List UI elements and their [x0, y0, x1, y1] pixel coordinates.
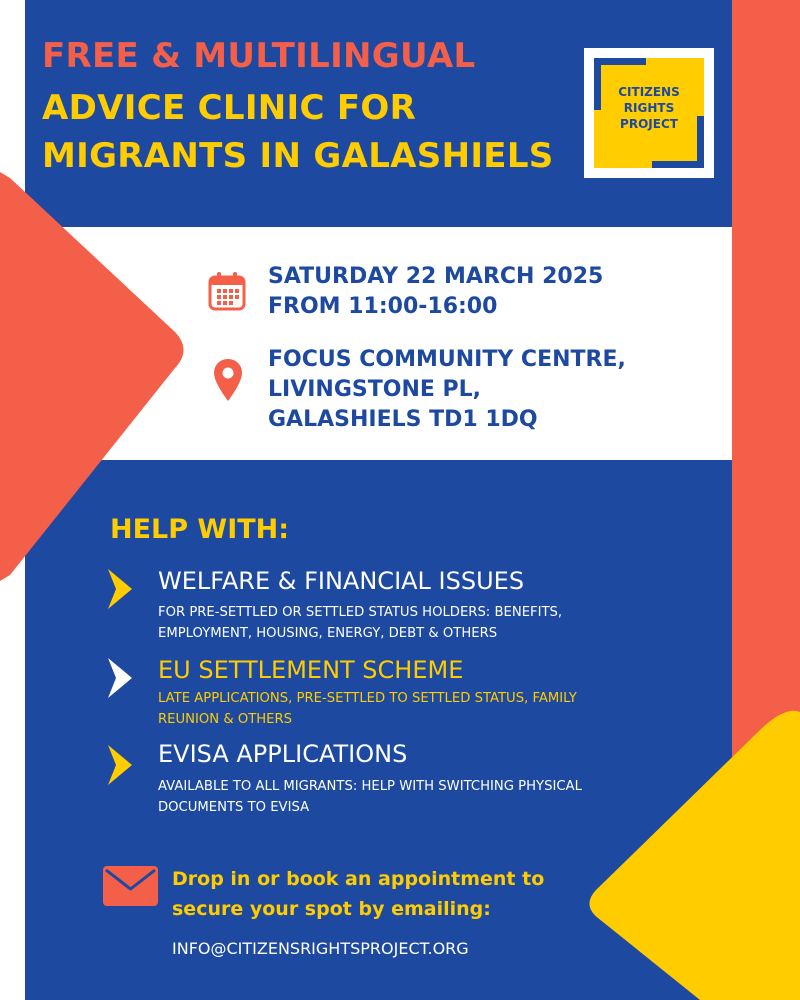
citizens-rights-project-logo	[584, 48, 714, 178]
contact-line-1: Drop in or book an appointment to	[172, 868, 545, 890]
event-date-time	[268, 262, 603, 322]
service-eu-settlement-desc-line-2: REUNION & OTHERS	[158, 712, 293, 727]
contact-email: INFO@CITIZENSRIGHTSPROJECT.ORG	[172, 939, 469, 958]
event-location	[268, 345, 626, 435]
location-pin-icon	[213, 358, 243, 402]
location-line-2: LIVINGSTONE PL,	[268, 377, 482, 402]
logo-text-line-2: RIGHTS	[623, 101, 675, 115]
contact-instructions	[172, 864, 544, 924]
service-eu-settlement-title: EU SETTLEMENT SCHEME	[158, 656, 464, 684]
title-line-1: FREE & MULTILINGUAL	[42, 36, 476, 76]
service-evisa-desc-line-2: DOCUMENTS TO EVISA	[158, 800, 310, 815]
title-line-2: ADVICE CLINIC FOR	[42, 88, 417, 128]
chevron-right-icon	[104, 566, 136, 612]
service-evisa-desc-line-1: AVAILABLE TO ALL MIGRANTS: HELP WITH SWITCHING PHYSICAL	[158, 779, 582, 794]
mail-icon	[103, 866, 158, 906]
title-line-3: MIGRANTS IN GALASHIELS	[42, 136, 554, 176]
event-time: FROM 11:00-16:00	[268, 294, 498, 319]
service-evisa-description	[158, 776, 718, 818]
contact-line-2: secure your spot by emailing:	[172, 898, 491, 920]
chevron-right-icon	[104, 742, 136, 788]
chevron-right-icon	[104, 655, 136, 701]
logo-text-line-3: PROJECT	[620, 117, 678, 131]
service-welfare-title: WELFARE & FINANCIAL ISSUES	[158, 567, 525, 595]
service-evisa-title: EVISA APPLICATIONS	[158, 740, 408, 768]
service-eu-settlement-desc-line-1: LATE APPLICATIONS, PRE-SETTLED TO SETTLED STATUS, FAMILY	[158, 691, 577, 706]
location-line-1: FOCUS COMMUNITY CENTRE,	[268, 347, 626, 372]
help-with-heading: HELP WITH:	[110, 514, 290, 545]
service-welfare-desc-line-2: EMPLOYMENT, HOUSING, ENERGY, DEBT & OTHERS	[158, 626, 498, 641]
location-line-3: GALASHIELS TD1 1DQ	[268, 407, 538, 432]
service-eu-settlement-description	[158, 688, 718, 730]
service-welfare-desc-line-1: FOR PRE-SETTLED OR SETTLED STATUS HOLDERS: BENEFITS,	[158, 605, 563, 620]
yellow-diamond-shape	[589, 711, 800, 1000]
event-date: SATURDAY 22 MARCH 2025	[268, 264, 604, 289]
logo-text-line-1: CITIZENS	[618, 85, 680, 99]
logo-text	[594, 84, 704, 132]
service-welfare-description	[158, 602, 718, 644]
calendar-icon	[208, 271, 246, 311]
